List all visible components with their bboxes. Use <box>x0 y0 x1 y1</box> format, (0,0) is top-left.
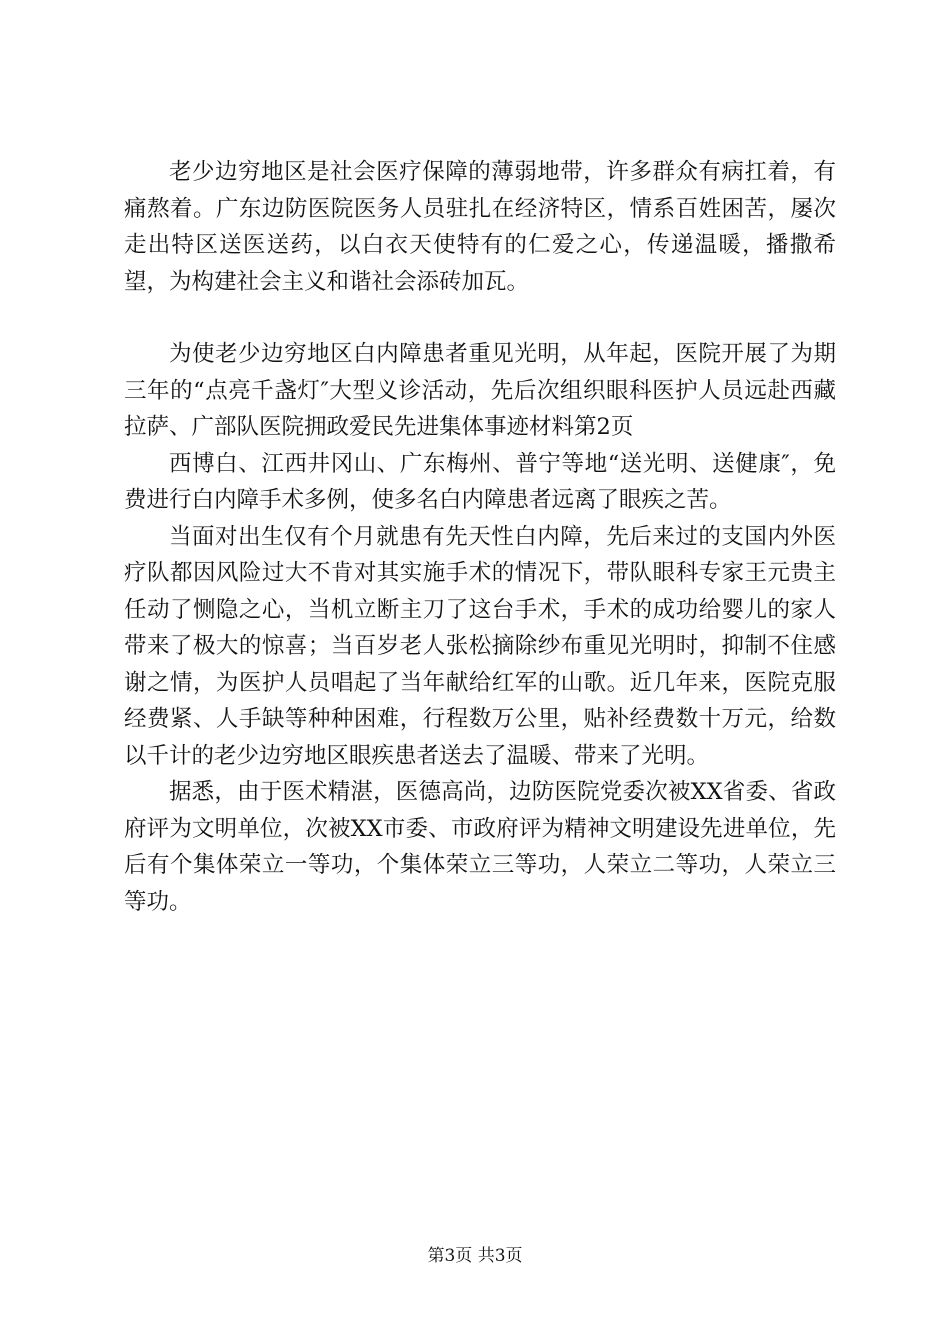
page-footer: 第3页 共3页 <box>427 1246 523 1266</box>
document-body <box>124 154 836 920</box>
paragraph-intro: 老少边穷地区是社会医疗保障的薄弱地带，许多群众有病扛着，有痛熬着。广东边防医院医务人员驻扎在经济特区，情系百姓困苦，屡次走出特区送医送药，以白衣天使特有的仁爱之心，传递温暖，播撒希望，为构建社会主义和谐社会添砖加瓦。 <box>124 159 836 295</box>
paragraph-surgery-stories: 当面对出生仅有个月就患有先天性白内障，先后来过的支国内外医疗队都因风险过大不肯对其实施手术的情况下，带队眼科专家王元贵主任动了恻隐之心，当机立断主刀了这台手术，手术的成功给婴儿的家人带来了极大的惊喜；当百岁老人张松摘除纱布重见光明时，抑制不住感谢之情，为医护人员唱起了当年献给红军的山歌。近几年来，医院克服经费紧、人手缺等种种困难，行程数万公里，贴补经费数十万元，给数以千计的老少边穷地区眼疾患者送去了温暖、带来了光明。 <box>124 523 836 769</box>
paragraph-campaign-locations: 西博白、江西井冈山、广东梅州、普宁等地“送光明、送健康″，免费进行白内障手术多例，使多名白内障患者远离了眼疾之苦。 <box>124 450 836 513</box>
paragraph-honors: 据悉，由于医术精湛，医德高尚，边防医院党委次被XX省委、省政府评为文明单位，次被XX市委、市政府评为精神文明建设先进单位，先后有个集体荣立一等功，个集体荣立三等功，人荣立二等功，人荣立三等功。 <box>124 779 836 915</box>
paragraph-cataract-campaign: 为使老少边穷地区白内障患者重见光明，从年起，医院开展了为期三年的“点亮千盏灯″大型义诊活动，先后次组织眼科医护人员远赴西藏拉萨、广部队医院拥政爱民先进集体事迹材料第2页 <box>124 341 836 440</box>
